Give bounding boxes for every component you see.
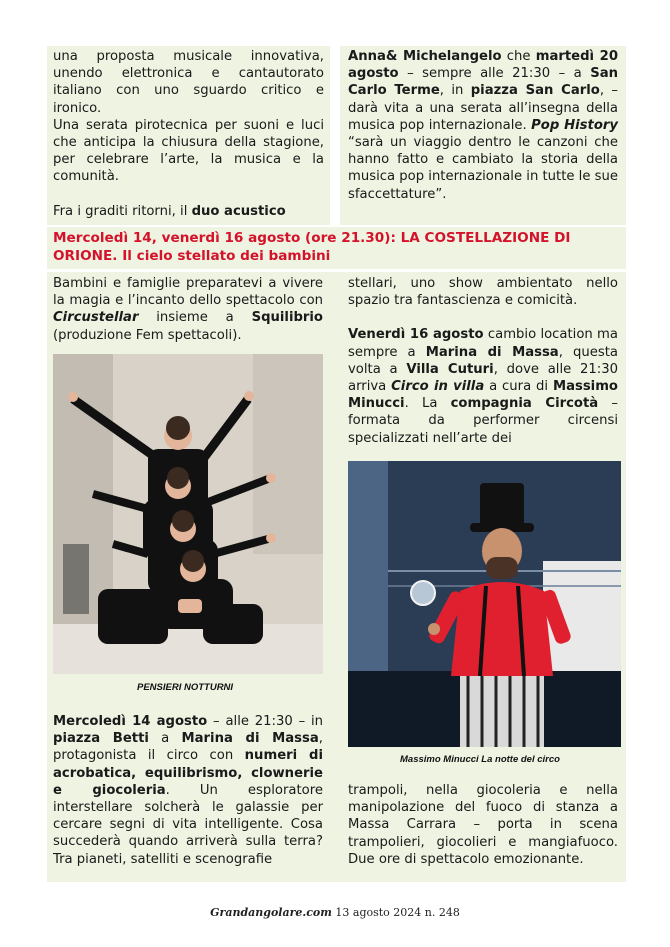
text-run: “sarà un viaggio dentro le canzoni che hanno fatto e cambiato la storia della musica pop internazionale in tutte le sue sfaccettature”.: [348, 135, 618, 202]
paragraph: [53, 275, 323, 344]
text-run: (produzione Fem spettacoli).: [53, 327, 242, 343]
section-heading-band: [47, 227, 626, 269]
text-run: cambio location ma sempre a: [348, 327, 618, 360]
text-run: insieme a: [138, 310, 252, 326]
paragraph: [348, 326, 618, 446]
text-run: , questa volta a: [348, 344, 618, 377]
text-run-bold: Marina di Massa: [181, 731, 319, 747]
text-run: – alle 21:30 – in: [207, 714, 323, 729]
body-right-column: [348, 275, 618, 447]
text-run: , protagonista il circo con: [53, 731, 323, 764]
text-run-bold: San Carlo Terme: [348, 66, 618, 99]
footer-issue: 13 agosto 2024 n. 248: [331, 906, 460, 919]
text-run-bold-italic: Circo in villa: [391, 379, 485, 395]
text-run: che: [501, 49, 536, 64]
text-run-bold-italic: Circustellar: [53, 310, 139, 326]
section-heading: Mercoledì 14, venerdì 16 agosto (ore 21.30): LA COSTELLAZIONE DI ORIONE. Il cielo stellato dei bambini: [53, 230, 571, 264]
text-run-bold: piazza Betti: [53, 731, 149, 747]
body-left-column-continued: [53, 713, 323, 868]
text-run-bold: Venerdì 16 agosto: [348, 327, 484, 343]
paragraph: una proposta musicale innovativa, unendo elettronica e cantautorato italiano con uno sguardo critico e ironico.: [53, 49, 324, 116]
text-run-bold: martedì 20 agosto: [348, 49, 619, 82]
top-left-column: [47, 46, 330, 225]
text-run: a cura di: [484, 379, 553, 395]
dance-photo: [53, 354, 323, 674]
dance-photo-illustration: [53, 354, 323, 674]
text-run-bold: Massimo Minucci: [348, 379, 618, 412]
text-run: Bambini e famiglie preparatevi a vivere la magia e l’incanto dello spettacolo con: [53, 276, 323, 309]
text-run-bold: Mercoledì 14 agosto: [53, 714, 208, 729]
text-run: . La: [404, 396, 451, 412]
text-run-bold: piazza San Carlo: [470, 83, 600, 99]
paragraph: [53, 203, 324, 220]
text-run: a: [148, 731, 182, 747]
top-right-column: [340, 46, 626, 225]
paragraph: Una serata pirotecnica per suoni e luci che anticipa la chiusura della stagione, per celebrare l’arte, la musica e la comunità.: [53, 117, 324, 185]
body-left-column: [53, 275, 323, 344]
paragraph: [53, 713, 323, 868]
circus-photo-illustration: [348, 461, 621, 747]
text-run: , dove alle 21:30 arriva: [348, 361, 618, 395]
circus-photo: [348, 461, 621, 747]
body-right-column-continued: [348, 782, 618, 868]
text-run: – sempre alle 21:30 – a: [398, 66, 591, 82]
article-body: [47, 272, 626, 882]
footer-brand: Grandangolare.com: [210, 906, 332, 919]
text-run-bold: compagnia Circotà: [450, 396, 599, 412]
text-run: , – darà vita a una serata all’insegna della musica pop internazionale.: [348, 83, 618, 133]
text-run-bold: Villa Cuturi: [406, 361, 494, 377]
dance-photo-caption: PENSIERI NOTTURNI: [137, 682, 234, 693]
text-run: . Un esploratore interstellare solcherà le galassie per cercare segni di vita intelligente. Cosa succederà quando arriverà sulla terra? Tra pianeti, satelliti e scenografie: [53, 782, 323, 867]
text-run-bold-italic: Pop History: [531, 117, 618, 133]
circus-photo-caption: Massimo Minucci La notte del circo: [400, 754, 560, 765]
paragraph: [348, 48, 618, 203]
text-run-bold: Marina di Massa: [425, 344, 559, 360]
text-run: – formata da performer circensi specializzati nell’arte dei: [348, 396, 618, 446]
paragraph: stellari, uno show ambientato nello spazio tra fantascienza e comicità.: [348, 276, 618, 309]
text-run: Fra i graditi ritorni, il: [53, 203, 192, 219]
page-footer: [0, 906, 670, 919]
text-run: , in: [439, 83, 471, 99]
text-run-bold: Anna& Michelangelo: [348, 49, 502, 64]
text-run-bold: duo acustico: [191, 203, 286, 219]
text-run-bold: numeri di acrobatica, equilibrismo, clownerie e giocoleria: [53, 748, 323, 798]
paragraph: trampoli, nella giocoleria e nella manipolazione del fuoco di stanza a Massa Carrara – porta in scena trampolieri, giocolieri e mangiafuoco. Due ore di spettacolo emozionante.: [348, 783, 618, 867]
text-run-bold: Squilibrio: [251, 310, 323, 326]
